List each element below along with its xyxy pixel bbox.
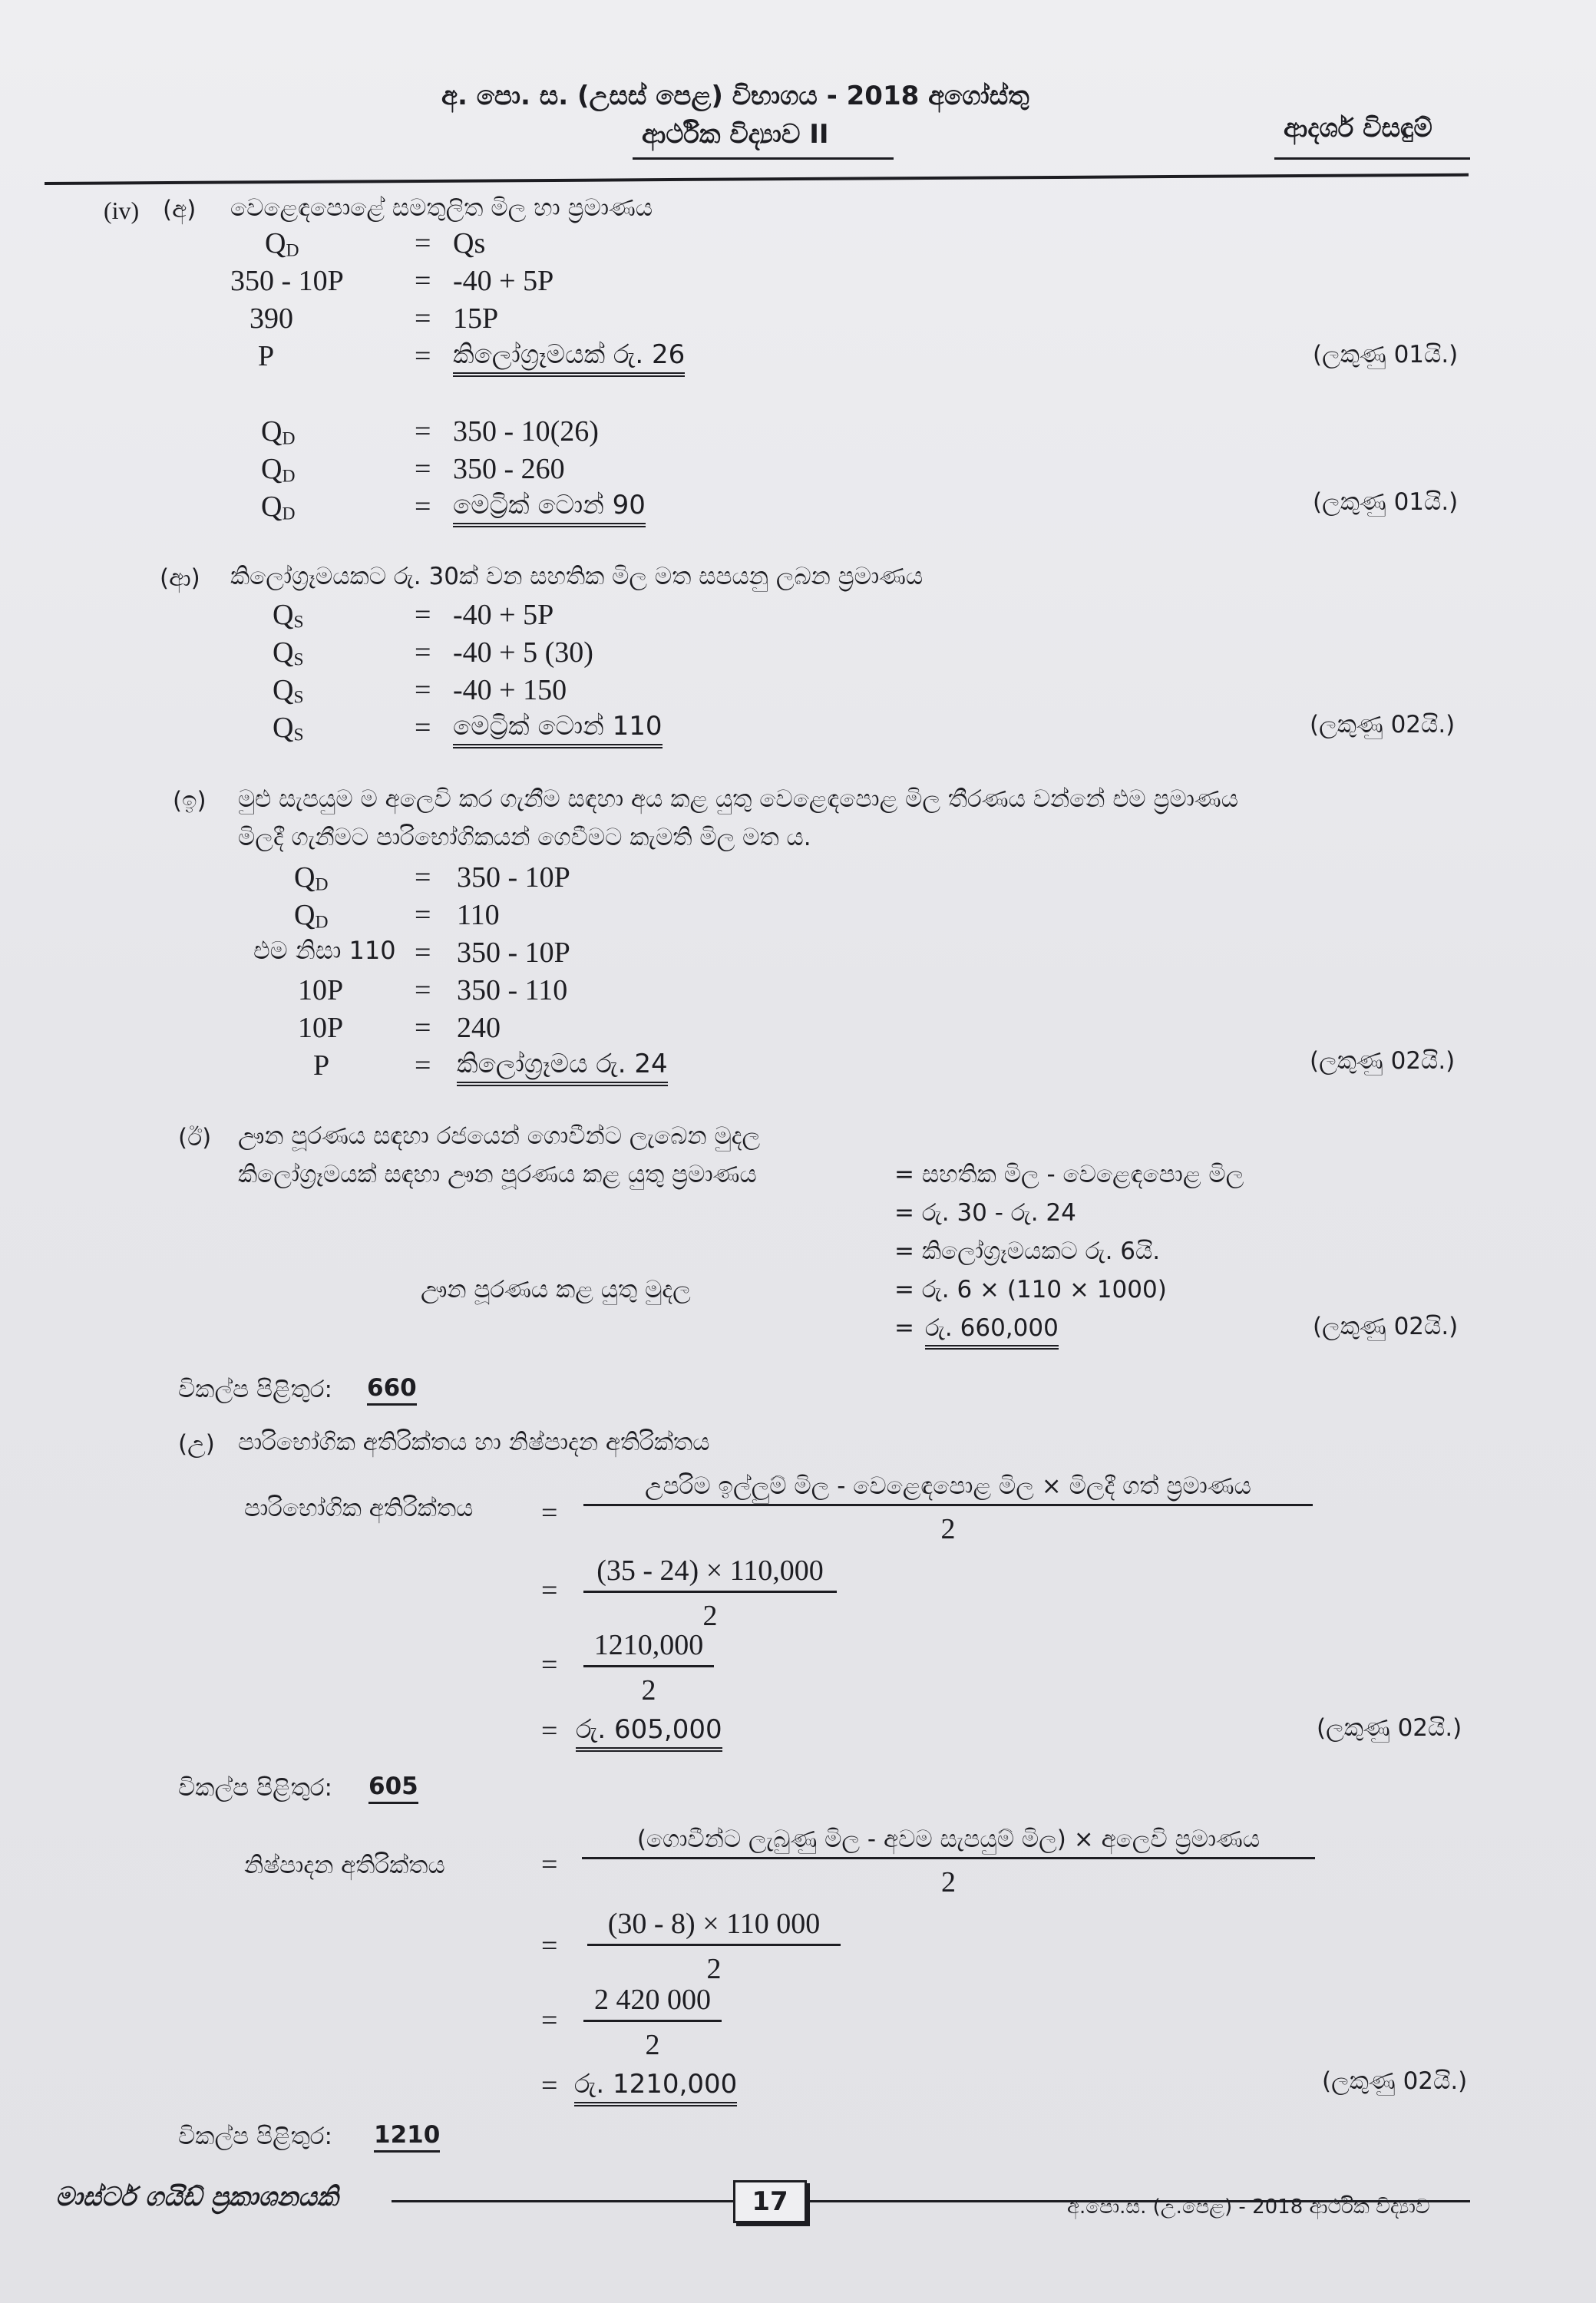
cs-substitution: [583, 1554, 837, 1633]
eq-sign: =: [415, 599, 431, 631]
eq-sign: =: [415, 491, 431, 523]
eq-rhs: -40 + 5P: [453, 265, 554, 297]
eq-lhs: $Q_D$: [265, 227, 299, 261]
eq-lhs: 10P: [298, 974, 344, 1006]
eq-lhs: P: [313, 1049, 330, 1082]
fraction-numerator: (ගොවීන්ට ලැබුණු මිල - අවම සැපයුම් මිල) × අලෙවි ප්‍රමාණය: [582, 1826, 1315, 1859]
alt-answer-label: විකල්ප පිළිතුර:: [178, 1376, 332, 1403]
part-a-heading: වෙළෙඳපොළේ සමතුලිත මිල හා ප්‍රමාණය: [230, 194, 653, 222]
fraction-denominator: 2: [706, 1953, 722, 1985]
eq-sign: =: [541, 1930, 558, 1962]
marks: (ලකුණු 01යි.): [1313, 341, 1459, 368]
fraction-denominator: 2: [941, 1866, 956, 1898]
market-price: කිලෝග්‍රෑමය රු. 24: [457, 1051, 668, 1086]
eq-sign: =: [894, 1314, 914, 1342]
eq-sign: =: [541, 1497, 558, 1529]
eq-rhs: 15P: [453, 302, 499, 335]
eq-lhs: $Q_S$: [273, 599, 304, 633]
eq-sign: =: [415, 899, 431, 931]
part-u-label: (උ): [178, 1430, 215, 1458]
eq-rhs: 110: [457, 899, 500, 931]
eq-sign: =: [415, 265, 431, 297]
header-rule: [45, 173, 1469, 185]
publisher-name: මාස්ටර් ගයිඩ් ප්‍රකාශනයකි: [55, 2182, 339, 2212]
subsidy-eq: = රු. 30 - රු. 24: [894, 1199, 1076, 1227]
part-i-heading-line1: මුළු සැපයුම ම අලෙවි කර ගැනීම සඳහා අය කළ යුතු වෙළෙඳපොළ මිල තීරණය වන්නේ එම ප්‍රමාණය: [238, 785, 1239, 813]
subsidy-amount-label: ඌන පූරණය කළ යුතු මුදල: [421, 1276, 691, 1303]
fraction-denominator: 2: [940, 1513, 956, 1545]
eq-lhs: 10P: [298, 1012, 344, 1044]
eq-sign: =: [415, 415, 431, 448]
eq-lhs: $Q_D$: [261, 453, 296, 487]
footer-exam-info: අ.පො.ස. (උ.පෙළ) - 2018 ආර්ථික විද්‍යාව: [1067, 2196, 1430, 2219]
fraction-denominator: 2: [641, 1674, 656, 1707]
model-answers-label: ආදර්ශ විසඳුම්: [1284, 113, 1432, 144]
ps-simplified: [583, 1983, 722, 2062]
model-answers-underline: [1274, 157, 1470, 160]
marks: (ලකුණු 02යි.): [1310, 1047, 1456, 1075]
eq-lhs: $Q_S$: [273, 712, 304, 745]
producer-surplus-result: රු. 1210,000: [574, 2071, 737, 2106]
equilibrium-quantity: මෙට්‍රික් ටොන් 90: [453, 492, 646, 527]
alt-answer-value: 660: [367, 1376, 417, 1406]
eq-sign: =: [415, 861, 431, 894]
subject-underline: [633, 157, 894, 160]
eq-sign: =: [541, 2070, 558, 2102]
eq-rhs: -40 + 150: [453, 674, 567, 706]
eq-rhs: 350 - 110: [457, 974, 568, 1006]
quantity-supplied: මෙට්‍රික් ටොන් 110: [453, 713, 663, 748]
producer-surplus-label: නිෂ්පාදන අතිරික්තය: [244, 1852, 445, 1879]
consumer-surplus-label: පාරිභෝගික අතිරික්තය: [244, 1495, 474, 1522]
eq-sign: =: [415, 453, 431, 485]
part-a-label: (අ): [163, 196, 197, 223]
eq-lhs: 350 - 10P: [230, 265, 344, 297]
eq-lhs: P: [258, 340, 275, 372]
eq-sign: =: [415, 227, 431, 259]
alt-answer-label: විකල්ප පිළිතුර:: [178, 2123, 332, 2150]
cs-simplified: [583, 1628, 714, 1707]
part-u-heading: පාරිභෝගික අතිරික්තය හා නිෂ්පාදන අතිරික්තය: [238, 1429, 710, 1456]
subsidy-eq: = සහතික මිල - වෙළෙඳපොළ මිල: [894, 1161, 1244, 1188]
eq-sign: =: [415, 712, 431, 744]
eq-sign: =: [541, 1649, 558, 1681]
marks: (ලකුණු 01යි.): [1313, 488, 1459, 516]
eq-lhs: $Q_S$: [273, 674, 304, 708]
page-number: 17: [733, 2180, 807, 2223]
ps-substitution: [587, 1907, 841, 1986]
marks: (ලකුණු 02යි.): [1322, 2067, 1468, 2095]
eq-rhs: 350 - 10P: [457, 937, 570, 969]
eq-sign: =: [541, 1574, 558, 1607]
eq-lhs: එම නිසා 110: [253, 936, 396, 965]
footer-rule-left: [392, 2200, 733, 2202]
eq-rhs: 350 - 10(26): [453, 415, 599, 448]
eq-sign: =: [541, 2004, 558, 2037]
eq-lhs: $Q_D$: [294, 861, 329, 895]
fraction-numerator: උපරිම ඉල්ලුම් මිල - වෙළෙඳපොළ මිල × මිලදී ගත් ප්‍රමාණය: [583, 1472, 1313, 1506]
eq-rhs: 350 - 10P: [457, 861, 570, 894]
consumer-surplus-result: රු. 605,000: [576, 1717, 722, 1752]
exam-title: අ. පො. ස. (උසස් පෙළ) විභාගය - 2018 අගෝස්තු: [441, 81, 1029, 111]
eq-sign: =: [415, 302, 431, 335]
eq-sign: =: [541, 1849, 558, 1881]
eq-sign: =: [415, 674, 431, 706]
subsidy-per-kg-label: කිලෝග්‍රෑමයක් සඳහා ඌන පූරණය කළ යුතු ප්‍රමාණය: [238, 1161, 757, 1188]
marks: (ලකුණු 02යි.): [1310, 711, 1456, 738]
fraction-denominator: 2: [645, 2029, 660, 2061]
eq-rhs: 240: [457, 1012, 501, 1044]
fraction-denominator: 2: [702, 1600, 718, 1632]
subsidy-eq: = කිලෝග්‍රෑමයකට රු. 6යි.: [894, 1237, 1161, 1265]
eq-sign: =: [415, 636, 431, 669]
eq-rhs: -40 + 5P: [453, 599, 554, 631]
equilibrium-price: කිලෝග්‍රෑමයක් රු. 26: [453, 342, 685, 377]
fraction-numerator: 1210,000: [583, 1628, 714, 1667]
subsidy-amount: රු. 660,000: [925, 1317, 1059, 1350]
subsidy-eq: = රු. 6 × (110 × 1000): [894, 1276, 1167, 1303]
part-i-label: (ඉ): [173, 787, 207, 814]
eq-sign: =: [415, 1049, 431, 1082]
eq-rhs: -40 + 5 (30): [453, 636, 593, 669]
part-aa-label: (ආ): [160, 564, 200, 592]
part-ii-heading: ඌන පූරණය සඳහා රජයෙන් ගොවීන්ට ලැබෙන මුදල: [238, 1122, 761, 1150]
eq-sign: =: [415, 340, 431, 372]
eq-sign: =: [415, 937, 431, 969]
fraction-numerator: 2 420 000: [583, 1983, 722, 2022]
eq-lhs: 390: [249, 302, 293, 335]
eq-lhs: $Q_D$: [294, 899, 329, 933]
alt-answer-value: 605: [368, 1775, 418, 1804]
marks: (ලකුණු 02යි.): [1317, 1714, 1462, 1742]
alt-answer-label: විකල්ප පිළිතුර:: [178, 1774, 332, 1802]
eq-lhs: $Q_D$: [261, 491, 296, 524]
part-ii-label: (ඊ): [178, 1124, 212, 1152]
question-number: (iv): [104, 197, 140, 224]
eq-lhs: $Q_S$: [273, 636, 304, 670]
eq-lhs: $Q_D$: [261, 415, 296, 449]
ps-formula: [582, 1826, 1315, 1899]
part-i-heading-line2: මිලදී ගැනීමට පාරිභෝගිකයන් ගෙවීමට කැමති මිල මත ය.: [238, 824, 811, 851]
eq-rhs: 350 - 260: [453, 453, 565, 485]
fraction-numerator: (35 - 24) × 110,000: [583, 1554, 837, 1593]
cs-formula: [583, 1472, 1313, 1546]
part-aa-heading: කිලෝග්‍රෑමයකට රු. 30ක් වන සහතික මිල මත සපයනු ලබන ප්‍රමාණය: [230, 563, 924, 590]
eq-rhs: Qs: [453, 227, 486, 259]
fraction-numerator: (30 - 8) × 110 000: [587, 1907, 841, 1946]
eq-sign: =: [415, 1012, 431, 1044]
eq-sign: =: [541, 1715, 558, 1747]
alt-answer-value: 1210: [374, 2123, 440, 2153]
marks: (ලකුණු 02යි.): [1313, 1313, 1459, 1340]
eq-sign: =: [415, 974, 431, 1006]
subject-title: ආර්ථික විද්‍යාව II: [642, 119, 829, 150]
